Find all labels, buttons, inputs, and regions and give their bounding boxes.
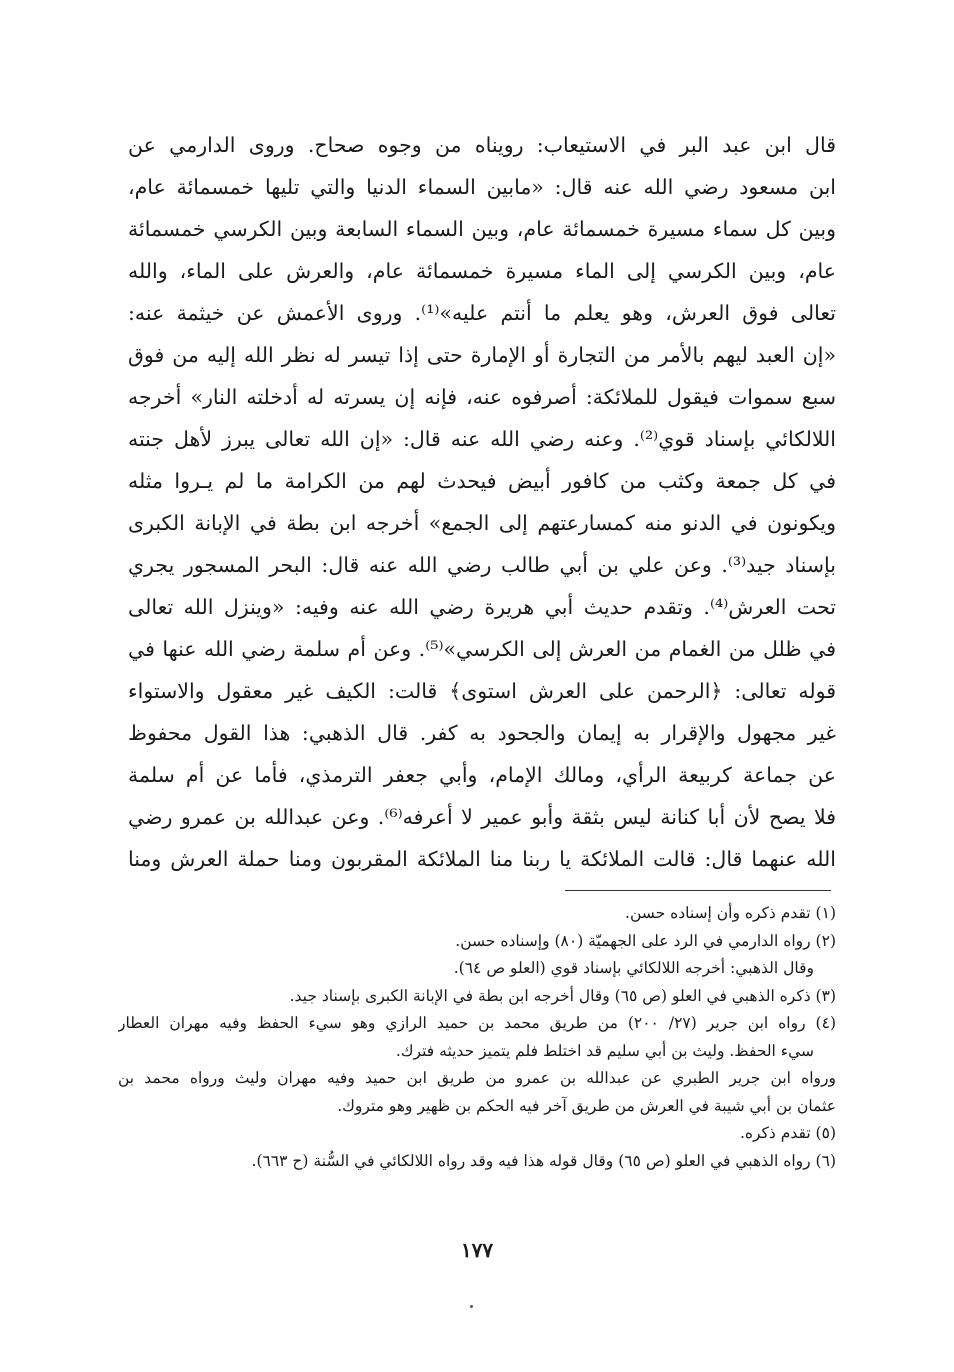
body-line: تحت العرش⁽⁴⁾. وتقدم حديث أبي هريرة رضي الله عنه وفيه: «وينزل الله تعالى — [128, 595, 836, 619]
body-line: ابن مسعود رضي الله عنه قال: «مابين السماء الدنيا والتي تليها خمسمائة عام، — [128, 175, 836, 199]
footnote: (٦) رواه الذهبي في العلو (ص ٦٥) وقال قوله هذا فيه وقد رواه اللالكائي في السُّنة (ح ٦٦٣). — [251, 1151, 836, 1170]
footnote: (٣) ذكره الذهبي في العلو (ص ٦٥) وقال أخرجه ابن بطة في الإبانة الكبرى بإسناد جيد. — [289, 986, 836, 1005]
body-line: اللالكائي بإسناد قوي⁽²⁾. وعنه رضي الله عنه قال: «إن الله تعالى يبرز لأهل جنته — [128, 427, 836, 451]
footnote: (٥) تقدم ذكره. — [739, 1124, 836, 1142]
scan-speck — [470, 1305, 473, 1308]
body-line: في ظلل من الغمام من العرش إلى الكرسي»⁽⁵⁾. وعن أم سلمة رضي الله عنها في — [128, 637, 836, 661]
page-number: ١٧٧ — [460, 1238, 494, 1262]
footnote-continuation: سيء الحفظ. وليث بن أبي سليم قد اختلط فلم يتميز حديثه فترك. — [395, 1041, 814, 1060]
body-line: في كل جمعة وكثب من كافور أبيض فيحدث لهم من الكرامة ما لم يـروا مثله — [128, 469, 836, 493]
body-line: قال ابن عبد البر في الاستيعاب: رويناه من وجوه صحاح. وروى الدارمي عن — [128, 133, 836, 157]
footnote-continuation: عثمان بن أبي شيبة في العرش من طريق آخر فيه الحكم بن ظهير وهو متروك. — [337, 1096, 836, 1115]
body-line: غير مجهول والإقرار به إيمان والجحود به كفر. قال الذهبي: هذا القول محفوظ — [128, 721, 836, 745]
footnote: (١) تقدم ذكره وأن إسناده حسن. — [625, 904, 836, 922]
footnote-continuation: ورواه ابن جرير الطبري عن عبدالله بن عمرو من طريق ابن حميد وفيه مهران وليث ورواه محمد بن — [118, 1069, 836, 1087]
body-line: تعالى فوق العرش، وهو يعلم ما أنتم عليه»⁽¹⁾. وروى الأعمش عن خيثمة عنه: — [128, 301, 836, 325]
footnotes — [118, 900, 836, 1175]
footnote: (٢) رواه الدارمي في الرد على الجهميّة (٨٠) وإسناده حسن. — [455, 931, 836, 950]
footnote: (٤) رواه ابن جرير (٢٧/ ٢٠٠) من طريق محمد بن حميد الرازي وهو سيء الحفظ وفيه مهران العطار — [118, 1014, 836, 1032]
body-line: ويكونون في الدنو منه كمسارعتهم إلى الجمع» أخرجه ابن بطة في الإبانة الكبرى — [128, 511, 836, 535]
body-line: سبع سموات فيقول للملائكة: أصرفوه عنه، فإنه إن يسرته له أدخلته النار» أخرجه — [128, 385, 836, 409]
body-line: فلا يصح لأن أبا كنانة ليس بثقة وأبو عمير لا أعرفه⁽⁶⁾. وعن عبدالله بن عمرو رضي — [128, 805, 836, 829]
body-line: عن جماعة كربيعة الرأي، ومالك الإمام، وأبي جعفر الترمذي، فأما عن أم سلمة — [128, 763, 836, 787]
body-line: بإسناد جيد⁽³⁾. وعن علي بن أبي طالب رضي الله عنه قال: البحر المسجور يجري — [128, 553, 836, 577]
body-line: «إن العبد ليهم بالأمر من التجارة أو الإمارة حتى إذا تيسر له نظر الله إليه من فوق — [128, 343, 836, 367]
body-line: الله عنهما قال: قالت الملائكة يا ربنا منا الملائكة المقربون ومنا حملة العرش ومنا — [128, 847, 836, 871]
footnote-continuation: وقال الذهبي: أخرجه اللالكائي بإسناد قوي (العلو ص ٦٤). — [453, 959, 814, 977]
body-line: وبين كل سماء مسيرة خمسمائة عام، وبين السماء السابعة وبين الكرسي خمسمائة — [128, 217, 836, 241]
footnote-separator — [565, 890, 831, 891]
main-text — [128, 124, 836, 880]
body-line: عام، وبين الكرسي إلى الماء مسيرة خمسمائة عام، والعرش على الماء، والله — [128, 259, 836, 283]
body-line: قوله تعالى: ﴿الرحمن على العرش استوى﴾ قالت: الكيف غير معقول والاستواء — [128, 679, 836, 703]
